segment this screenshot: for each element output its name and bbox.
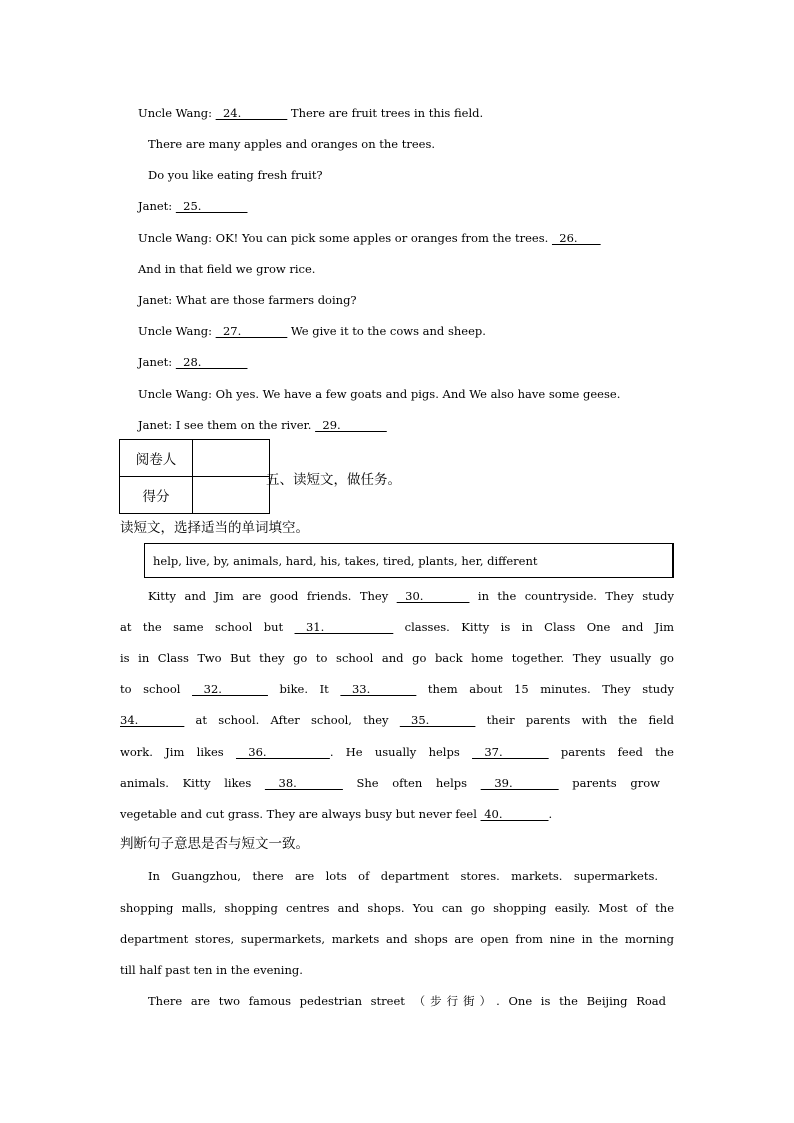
- passage-line: [120, 619, 674, 635]
- passage-line: [120, 712, 674, 728]
- answer-blank[interactable]: 33.________: [340, 682, 417, 696]
- passage2-line: In Guangzhou, there are lots of department stores. markets. supermarkets.: [148, 869, 658, 883]
- text-segment: Janet: What are those farmers doing?: [138, 293, 357, 307]
- dialogue-line: [138, 323, 486, 339]
- text-segment: There are fruit trees in this field.: [287, 106, 484, 120]
- passage2-line: shopping malls, shopping centres and shops. You can go shopping easily. Most of the: [120, 901, 674, 915]
- dialogue-line: [138, 417, 387, 433]
- passage-line: [120, 744, 674, 760]
- dialogue-line: [138, 105, 483, 121]
- score-label: 得分: [120, 477, 193, 514]
- text-segment: We give it to the cows and sheep.: [287, 324, 486, 338]
- text-segment: . He usually helps: [329, 745, 473, 759]
- text-segment: There are many apples and oranges on the trees.: [148, 137, 436, 151]
- text-segment: parents feed the: [548, 745, 674, 759]
- answer-blank[interactable]: 35.________: [399, 713, 476, 727]
- text-segment: work. Jim likes: [120, 745, 236, 759]
- passage-line: [120, 775, 660, 791]
- answer-blank[interactable]: 26.____: [551, 231, 601, 245]
- dialogue-line: [138, 198, 247, 214]
- text-segment: them about 15 minutes. They study: [416, 682, 675, 696]
- dialogue-line: [148, 136, 435, 152]
- text-segment: Kitty and Jim are good friends. They: [148, 589, 397, 603]
- text-segment: Uncle Wang:: [138, 106, 216, 120]
- answer-blank[interactable]: 36.___________: [235, 745, 330, 759]
- section-title: 五、读短文，做任务。: [266, 472, 401, 488]
- text-segment: .: [548, 807, 553, 821]
- text-segment: Uncle Wang:: [138, 324, 216, 338]
- answer-blank[interactable]: 31.____________: [294, 620, 394, 634]
- dialogue-line: [138, 292, 357, 308]
- answer-blank[interactable]: 27.________: [215, 324, 288, 338]
- passage-line: [120, 806, 674, 822]
- text-segment: animals. Kitty likes: [120, 776, 265, 790]
- answer-blank[interactable]: 28.________: [175, 355, 248, 369]
- text-segment: Janet:: [138, 199, 176, 213]
- reviewer-cell[interactable]: [193, 440, 270, 477]
- answer-blank[interactable]: 29.________: [315, 418, 387, 432]
- passage2-line: There are two famous pedestrian street （步行街）. One is the Beijing Road: [148, 994, 666, 1008]
- text-segment: to school: [120, 682, 193, 696]
- passage-line: [148, 588, 674, 604]
- text-segment: at school. After school, they: [184, 713, 400, 727]
- text-segment: classes. Kitty is in Class One and Jim: [393, 620, 674, 634]
- dialogue-line: [138, 354, 247, 370]
- answer-blank[interactable]: 25.________: [175, 199, 248, 213]
- text-segment: Uncle Wang: Oh yes. We have a few goats and pigs. And We also have some geese.: [138, 387, 621, 401]
- text-segment: at the same school but: [120, 620, 295, 634]
- text-segment: their parents with the field: [475, 713, 674, 727]
- passage2-line: department stores, supermarkets, markets and shops are open from nine in the morning: [120, 932, 674, 946]
- word-box: help, live, by, animals, hard, his, takes, tired, plants, her, different: [144, 543, 674, 578]
- answer-blank[interactable]: 38.________: [264, 776, 343, 790]
- text-segment: She often helps: [342, 776, 481, 790]
- passage-line: [120, 681, 674, 697]
- text-segment: vegetable and cut grass. They are always busy but never feel: [120, 807, 481, 821]
- answer-blank[interactable]: 24.________: [215, 106, 288, 120]
- dialogue-line: [148, 167, 323, 183]
- text-segment: Uncle Wang: OK! You can pick some apples or oranges from the trees.: [138, 231, 552, 245]
- answer-blank[interactable]: 39.________: [480, 776, 559, 790]
- task2-instruction: 判断句子意思是否与短文一致。: [120, 836, 309, 852]
- answer-blank[interactable]: 30.________: [396, 589, 470, 603]
- dialogue-line: [138, 386, 620, 402]
- reviewer-label: 阅卷人: [120, 440, 193, 477]
- answer-blank[interactable]: 37.________: [472, 745, 549, 759]
- text-segment: Janet:: [138, 355, 176, 369]
- text-segment: And in that field we grow rice.: [138, 262, 316, 276]
- answer-blank[interactable]: 32.________: [192, 682, 268, 696]
- task1-instruction: 读短文，选择适当的单词填空。: [120, 520, 309, 536]
- answer-blank[interactable]: 40.________: [480, 807, 549, 821]
- text-segment: parents grow: [558, 776, 660, 790]
- answer-blank[interactable]: 34.________: [120, 713, 185, 727]
- passage-line: [120, 650, 674, 666]
- text-segment: in the countryside. They study: [469, 589, 674, 603]
- dialogue-line: [138, 261, 315, 277]
- score-table: [119, 439, 270, 514]
- passage2-line: till half past ten in the evening.: [120, 963, 303, 977]
- score-cell[interactable]: [193, 477, 270, 514]
- text-segment: Do you like eating fresh fruit?: [148, 168, 323, 182]
- text-segment: Janet: I see them on the river.: [138, 418, 316, 432]
- text-segment: bike. It: [267, 682, 341, 696]
- dialogue-line: [138, 230, 601, 246]
- text-segment: is in Class Two But they go to school and go back home together. They usually go: [120, 651, 674, 665]
